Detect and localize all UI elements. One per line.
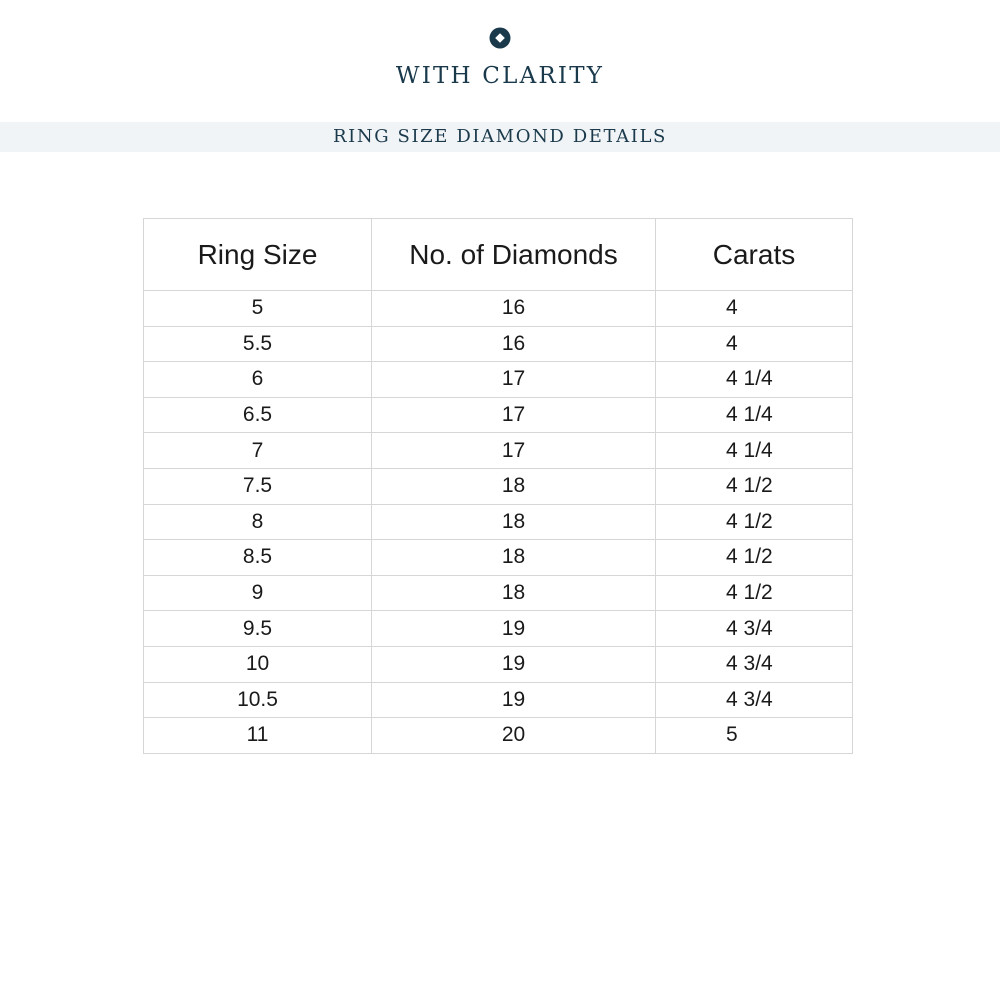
- cell-ring-size: 10: [144, 646, 372, 682]
- table-row: [144, 504, 853, 540]
- cell-carats: 4 1/4: [656, 362, 853, 398]
- cell-diamond-count: 18: [372, 504, 656, 540]
- cell-carats: 4: [656, 326, 853, 362]
- cell-carats: 4 1/2: [656, 575, 853, 611]
- page-title: RING SIZE DIAMOND DETAILS: [333, 126, 667, 147]
- table-row: [144, 291, 853, 327]
- cell-carats: 4 3/4: [656, 611, 853, 647]
- cell-ring-size: 11: [144, 718, 372, 754]
- cell-ring-size: 8.5: [144, 540, 372, 576]
- section-banner: [0, 122, 1000, 152]
- cell-diamond-count: 16: [372, 291, 656, 327]
- cell-ring-size: 5: [144, 291, 372, 327]
- table-row: [144, 682, 853, 718]
- table-row: [144, 433, 853, 469]
- cell-carats: 4 1/4: [656, 433, 853, 469]
- cell-diamond-count: 16: [372, 326, 656, 362]
- cell-carats: 4 3/4: [656, 682, 853, 718]
- cell-diamond-count: 17: [372, 433, 656, 469]
- cell-carats: 4: [656, 291, 853, 327]
- cell-ring-size: 7.5: [144, 468, 372, 504]
- cell-diamond-count: 20: [372, 718, 656, 754]
- cell-ring-size: 9.5: [144, 611, 372, 647]
- cell-diamond-count: 17: [372, 397, 656, 433]
- cell-diamond-count: 17: [372, 362, 656, 398]
- cell-diamond-count: 18: [372, 540, 656, 576]
- table-row: [144, 362, 853, 398]
- header-no-of-diamonds: No. of Diamonds: [372, 219, 656, 291]
- cell-carats: 4 1/2: [656, 540, 853, 576]
- diamond-details-table: [143, 218, 853, 754]
- cell-ring-size: 5.5: [144, 326, 372, 362]
- cell-carats: 4 3/4: [656, 646, 853, 682]
- cell-ring-size: 7: [144, 433, 372, 469]
- logo: [0, 27, 1000, 54]
- table-row: [144, 718, 853, 754]
- cell-carats: 4 1/4: [656, 397, 853, 433]
- ring-size-table: [143, 218, 852, 754]
- cell-ring-size: 10.5: [144, 682, 372, 718]
- table-row: [144, 611, 853, 647]
- cell-ring-size: 6: [144, 362, 372, 398]
- cell-ring-size: 6.5: [144, 397, 372, 433]
- table-row: [144, 646, 853, 682]
- cell-diamond-count: 19: [372, 611, 656, 647]
- cell-carats: 5: [656, 718, 853, 754]
- cell-diamond-count: 19: [372, 682, 656, 718]
- header-ring-size: Ring Size: [144, 219, 372, 291]
- table-row: [144, 575, 853, 611]
- table-row: [144, 468, 853, 504]
- cell-carats: 4 1/2: [656, 468, 853, 504]
- table-header-row: [144, 219, 853, 291]
- cell-carats: 4 1/2: [656, 504, 853, 540]
- cell-ring-size: 9: [144, 575, 372, 611]
- cell-diamond-count: 19: [372, 646, 656, 682]
- table-row: [144, 326, 853, 362]
- brand-name: WITH CLARITY: [395, 63, 605, 89]
- table-row: [144, 540, 853, 576]
- cell-ring-size: 8: [144, 504, 372, 540]
- table-row: [144, 397, 853, 433]
- cell-diamond-count: 18: [372, 468, 656, 504]
- header-carats: Carats: [656, 219, 853, 291]
- diamond-circle-icon: [489, 27, 511, 49]
- cell-diamond-count: 18: [372, 575, 656, 611]
